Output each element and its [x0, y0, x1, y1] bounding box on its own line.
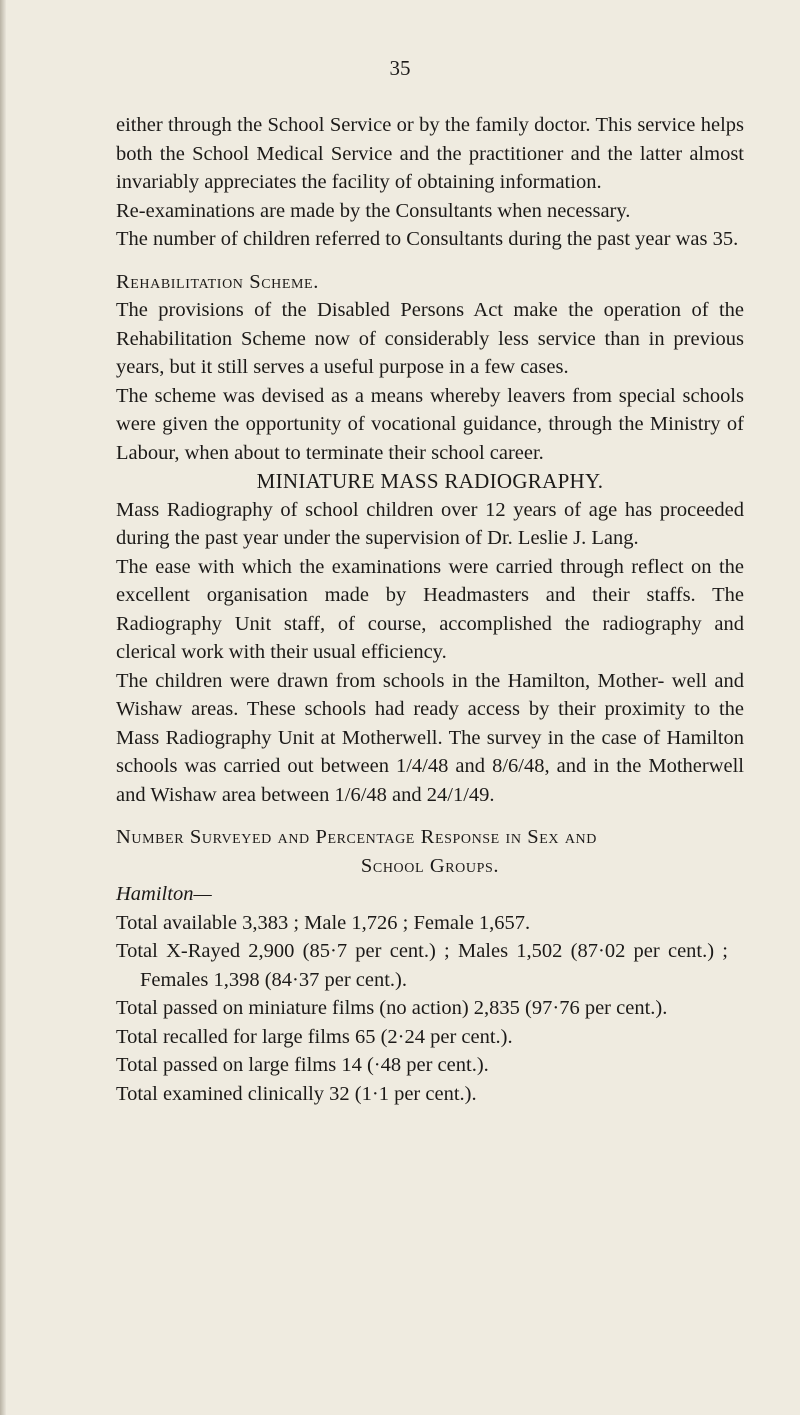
- area-label: Hamilton—: [116, 883, 212, 905]
- survey-list: [116, 909, 744, 1109]
- list-item: Total passed on large films 14 (·48 per cent.).: [116, 1054, 489, 1076]
- radiography-heading: MINIATURE MASS RADIOGRAPHY.: [256, 469, 604, 493]
- radiography-paragraph-1: Mass Radiography of school children over 12 years of age has proceeded during the past year under the supervision of Dr. Leslie J. Lang.: [116, 498, 744, 549]
- list-item: Total available 3,383 ; Male 1,726 ; Female 1,657.: [116, 911, 531, 934]
- rehabilitation-paragraph-2: The scheme was devised as a means whereby leavers from special schools were given the opportunity of vocational guidance, through the Ministry of Labour, when about to terminate their school career.: [116, 384, 744, 464]
- rehabilitation-heading: Rehabilitation Scheme.: [116, 270, 319, 293]
- intro-paragraph-2: Re-examinations are made by the Consultants when necessary.: [116, 199, 631, 222]
- list-item: Total passed on miniature films (no action) 2,835 (97·76 per cent.).: [116, 997, 668, 1019]
- intro-paragraph-3: The number of children referred to Consultants during the past year was 35.: [116, 228, 739, 250]
- rehabilitation-paragraph-1: The provisions of the Disabled Persons Act make the operation of the Rehabilitation Scheme now of considerably less service than in previous years, but it still serves a useful purpose in a few cases.: [116, 299, 744, 378]
- page-number: 35: [389, 56, 411, 80]
- survey-heading-line-1: Number Surveyed and Percentage Response in Sex and: [116, 826, 597, 848]
- survey-heading-line-2: School Groups.: [360, 854, 500, 877]
- list-item: Total recalled for large films 65 (2·24 per cent.).: [116, 1025, 513, 1048]
- intro-paragraph-1: either through the School Service or by the family doctor. This service helps both the School Medical Service and the practitioner and the latter almost invariably appreciates the facility of obtaining information.: [116, 114, 744, 193]
- radiography-paragraph-2: The ease with which the examinations were carried through reflect on the excellent organisation made by Headmasters and their staffs. The Radiography Unit staff, of course, accomplished the radiography and clerical work with their usual efficiency.: [116, 555, 744, 663]
- list-item: Total examined clinically 32 (1·1 per cent.).: [116, 1082, 477, 1105]
- text-column: [116, 111, 744, 1108]
- radiography-paragraph-3: The children were drawn from schools in the Hamilton, Mother- well and Wishaw areas. These schools had ready access by their proximity to the Mass Radiography Unit at Motherwell. The survey in the case of Hamilton schools was carried out between 1/4/48 and 8/6/48, and in the Motherwell and Wishaw area between 1/6/48 and 24/1/49.: [116, 669, 744, 806]
- list-item: Total X-Rayed 2,900 (85·7 per cent.) ; Males 1,502 (87·02 per cent.) ; Females 1,398 (84·37 per cent.).: [116, 940, 728, 991]
